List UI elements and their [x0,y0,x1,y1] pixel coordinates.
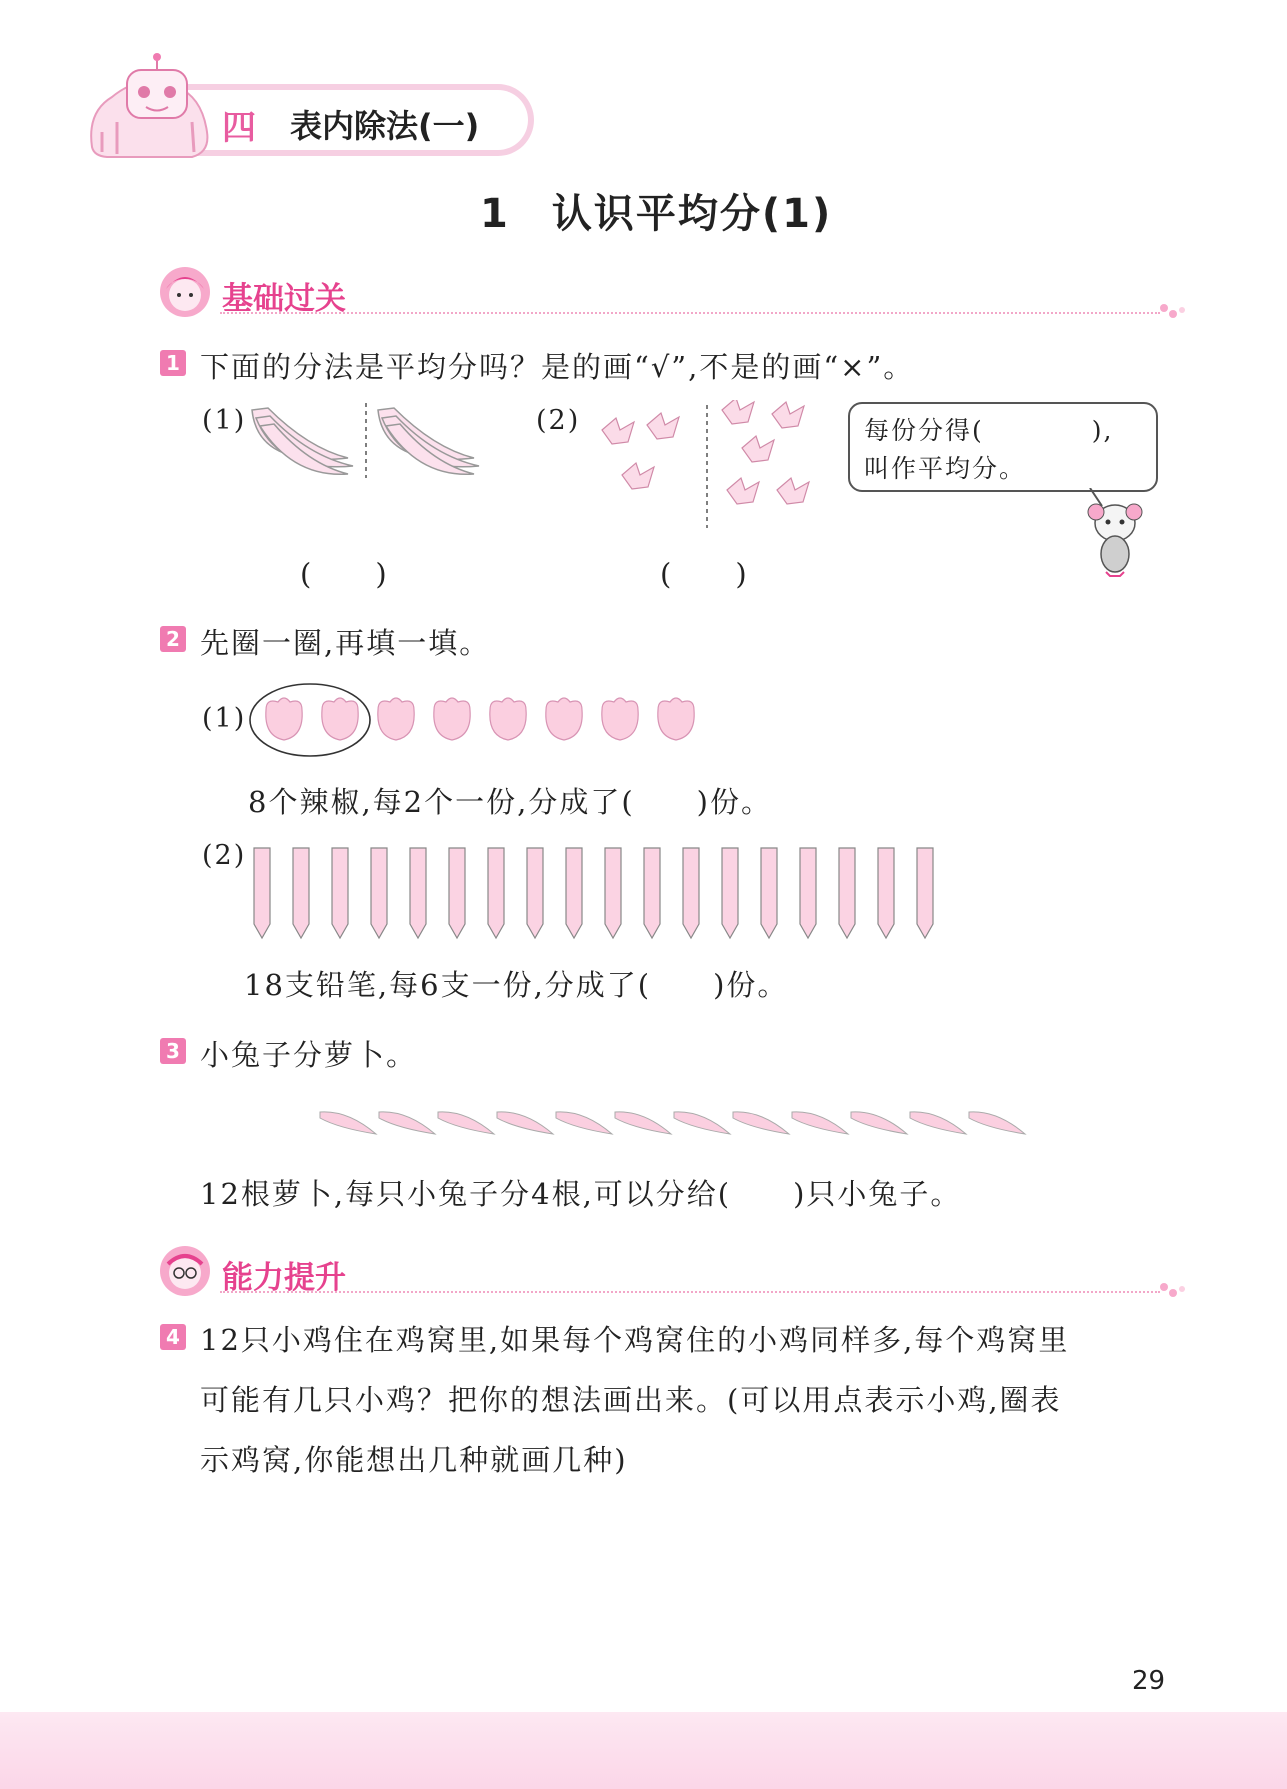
q1-answer-2[interactable]: ( ) [660,557,749,591]
page-number: 29 [1132,1666,1166,1696]
butterfly-groups-image [592,400,832,530]
q2-part1-label: (1) [202,703,247,734]
question-4-badge: 4 [160,1324,186,1350]
question-1-badge: 1 [160,350,186,376]
speech-bubble [848,402,1158,492]
q2-part2-sentence: 18支铅笔,每6支一份,分成了( )份。 [244,968,789,1002]
question-4-line-2: 可能有几只小鸡？把你的想法画出来。(可以用点表示小鸡,圈表 [200,1383,1062,1417]
section-divider [220,312,1160,314]
footer-band [0,1712,1287,1789]
section-header-advanced [158,1244,1158,1304]
section-label-advanced: 能力提升 [222,1260,346,1296]
q2-part2-label: (2) [202,840,247,871]
boy-avatar-icon [158,1244,212,1298]
question-4-line-1: 12只小鸡住在鸡窝里,如果每个鸡窝住的小鸡同样多,每个鸡窝里 [200,1323,1070,1357]
q1-part2-label: (2) [536,405,581,436]
question-3-text: 小兔子分萝卜。 [200,1038,418,1072]
q2-part1-sentence: 8个辣椒,每2个一份,分成了( )份。 [248,785,772,819]
lesson-title: 1 认识平均分(1) [480,191,833,237]
chapter-title: 表内除法(一) [290,107,480,145]
question-4-line-3: 示鸡窝,你能想出几种就画几种) [200,1443,628,1477]
bubble-line-2: 叫作平均分。 [864,454,1027,483]
section-label-basic: 基础过关 [222,281,346,317]
section-divider [220,1291,1160,1293]
q1-answer-1[interactable]: ( ) [300,557,389,591]
pencil-row-image [250,840,950,942]
question-1-text: 下面的分法是平均分吗？是的画“√”,不是的画“×”。 [200,350,915,384]
q1-part1-label: (1) [202,405,247,436]
chapter-number: 四 [222,108,256,148]
question-2-text: 先圈一圈,再填一填。 [200,626,491,660]
dots-icon [1158,301,1188,321]
question-2-badge: 2 [160,626,186,652]
pepper-row-image [248,680,708,760]
section-header-basic [158,265,1158,325]
dots-icon [1158,1280,1188,1300]
robot-mascot-icon [82,52,232,162]
question-3-badge: 3 [160,1038,186,1064]
carrot-row-image [318,1104,1042,1138]
girl-avatar-icon [158,265,212,319]
banana-groups-image [248,398,498,478]
koala-mascot-icon [1080,488,1150,578]
q3-sentence: 12根萝卜,每只小兔子分4根,可以分给( )只小兔子。 [200,1177,962,1211]
bubble-line-1: 每份分得( ), [864,416,1114,445]
